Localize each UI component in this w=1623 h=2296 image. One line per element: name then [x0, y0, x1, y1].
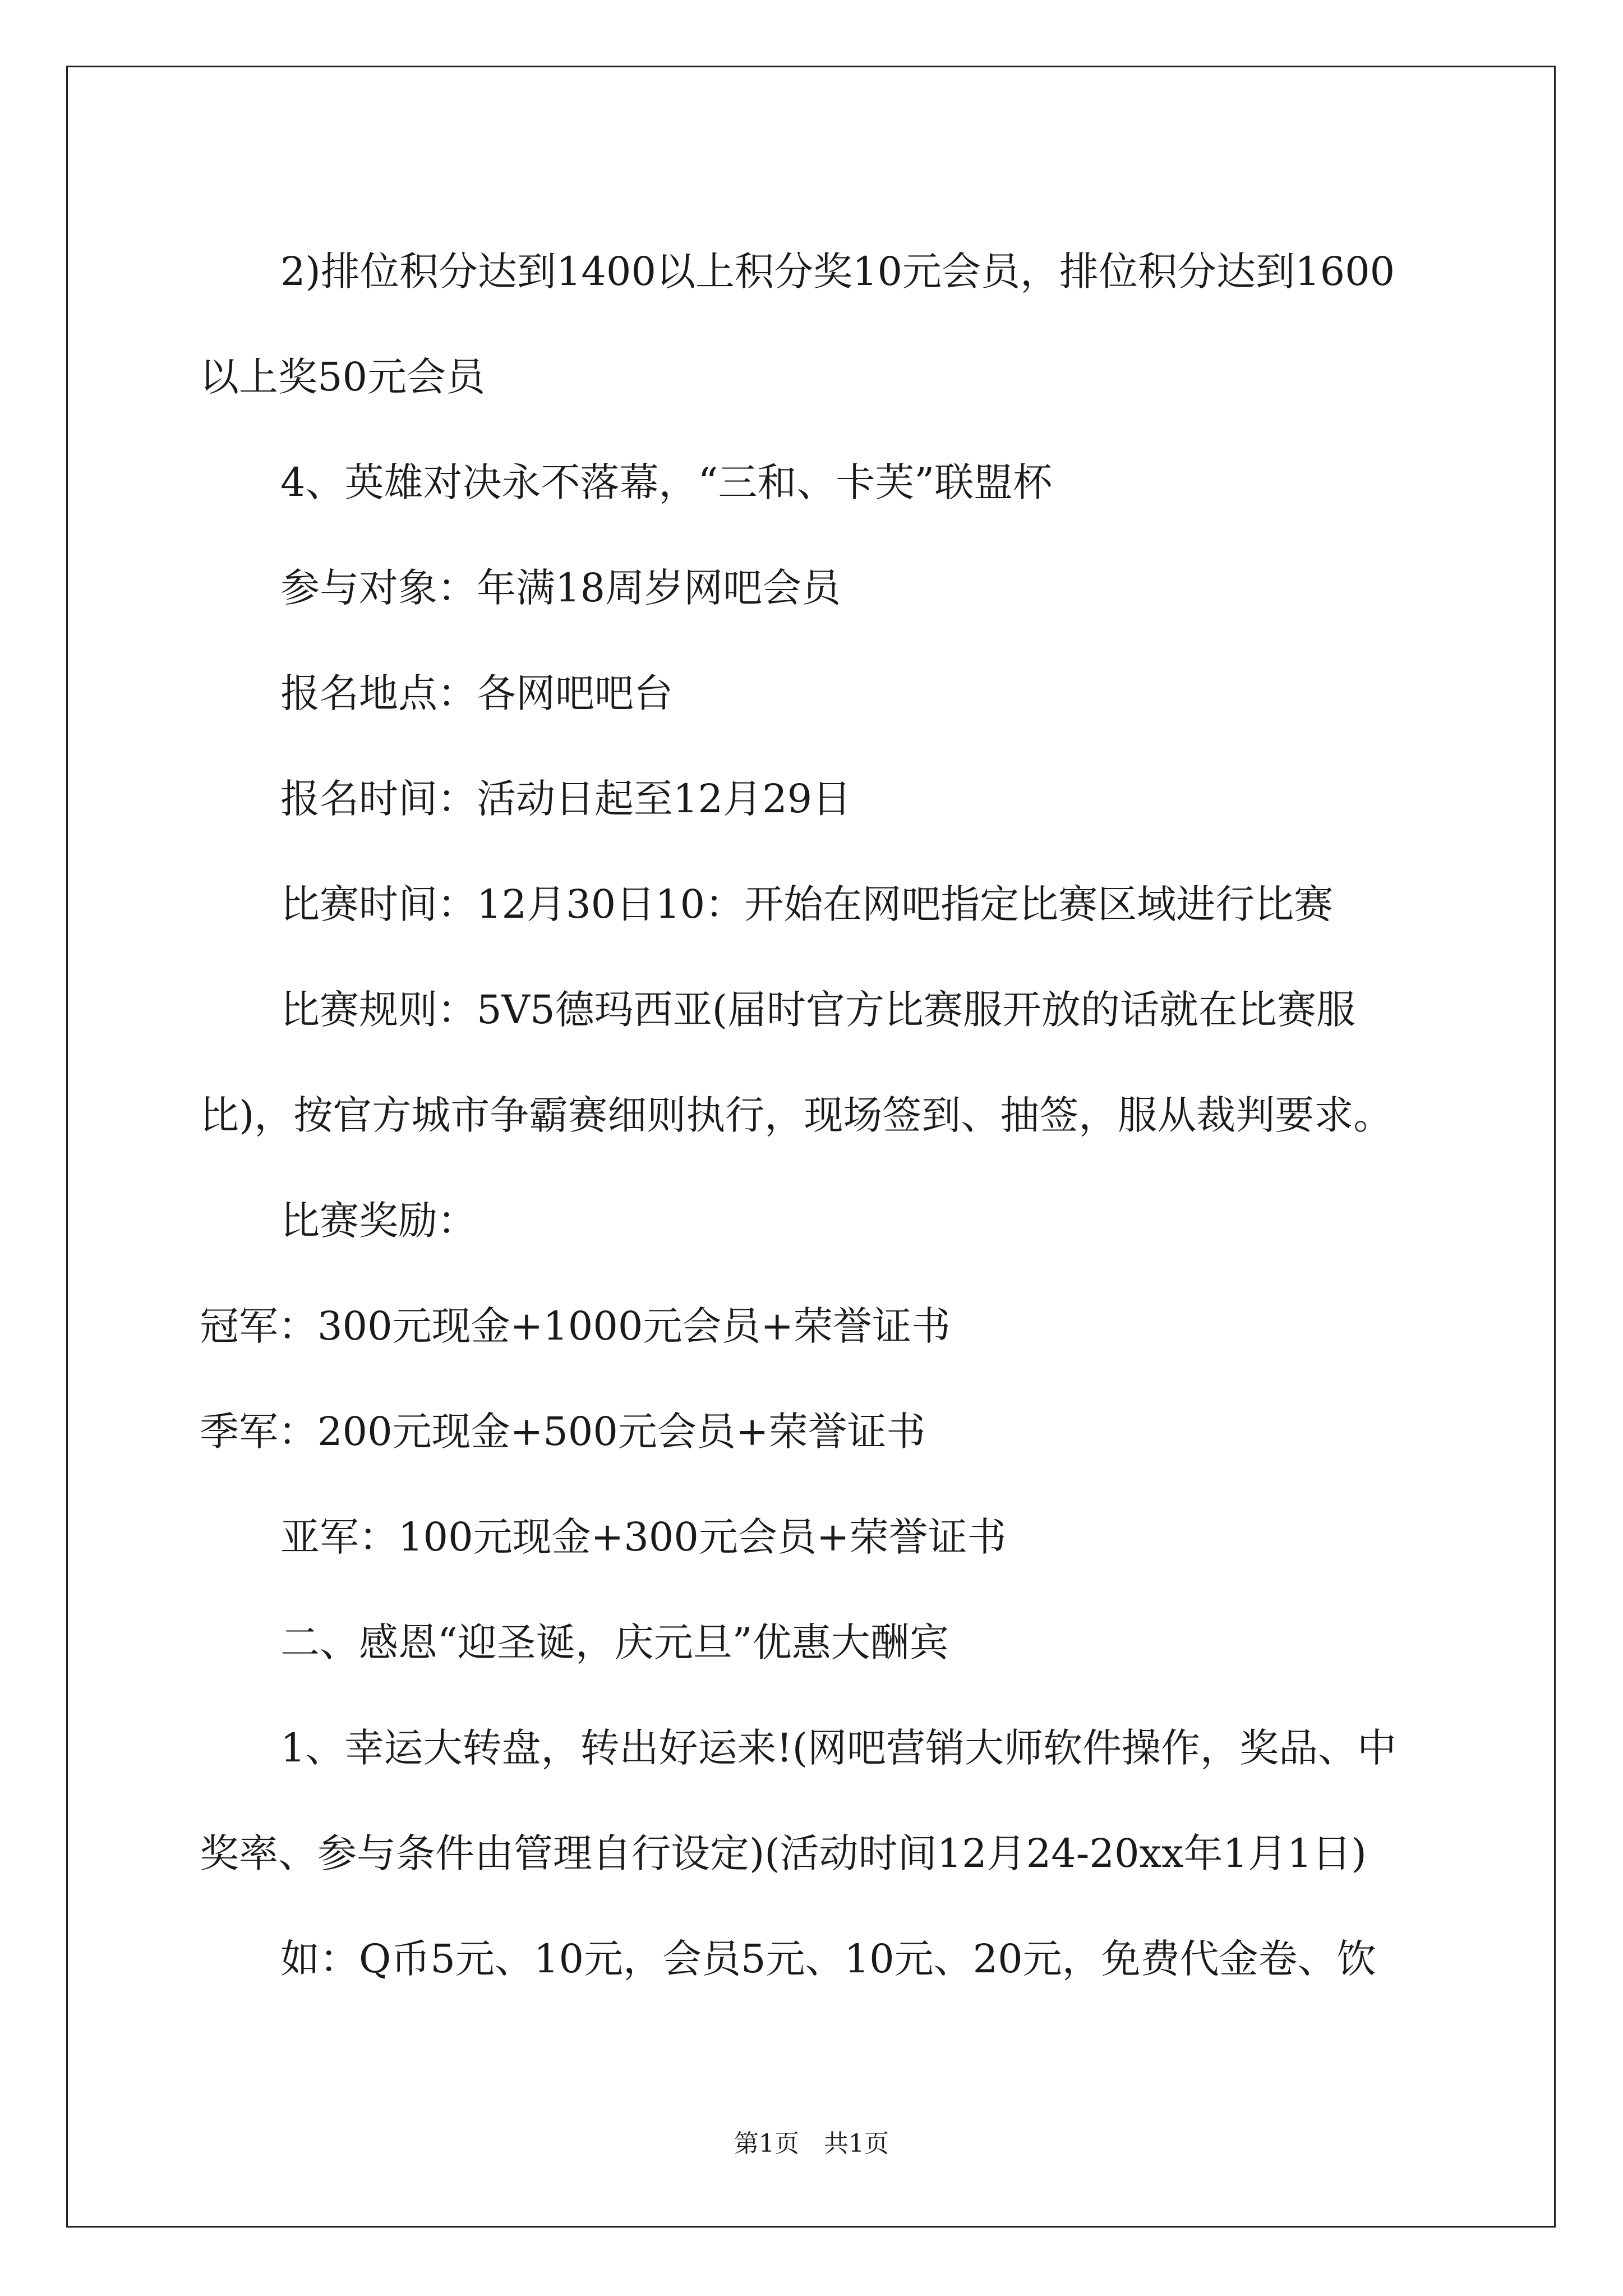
paragraph-prize-examples: 如：Q币5元、10元，会员5元、10元、20元，免费代金卷、饮 [280, 1936, 1376, 1982]
paragraph-match-rules: 比赛规则：5V5德玛西亚(届时官方比赛服开放的话就在比赛服比)，按官方城市争霸赛细则执行，现场签到、抽签，服从裁判要求。 [200, 987, 1393, 1138]
paragraph-lucky-wheel: 1、幸运大转盘，转出好运来!(网吧营销大师软件操作，奖品、中奖率、参与条件由管理自行设定)(活动时间12月24-20xx年1月1日) [200, 1725, 1396, 1876]
paragraph-registration-location: 报名地点：各网吧吧台 [280, 670, 673, 716]
paragraph-section-two-heading: 二、感恩“迎圣诞，庆元旦”优惠大酬宾 [280, 1619, 949, 1665]
paragraph-runner-up-prize: 亚军：100元现金+300元会员+荣誉证书 [280, 1514, 1007, 1560]
paragraph-match-rewards-heading: 比赛奖励： [280, 1198, 477, 1244]
paragraph-champion-prize: 冠军：300元现金+1000元会员+荣誉证书 [200, 1303, 951, 1349]
paragraph-match-time: 比赛时间：12月30日10：开始在网吧指定比赛区域进行比赛 [280, 881, 1334, 927]
paragraph-participants: 参与对象：年满18周岁网吧会员 [280, 565, 841, 611]
paragraph-league-cup-heading: 4、英雄对决永不落幕，“三和、卡芙”联盟杯 [280, 459, 1053, 505]
page-number: 第1页 共1页 [734, 2129, 889, 2158]
paragraph-ranking-rewards: 2)排位积分达到1400以上积分奖10元会员，排位积分达到1600以上奖50元会员 [200, 249, 1395, 400]
paragraph-third-place-prize: 季军：200元现金+500元会员+荣誉证书 [200, 1409, 926, 1455]
document-body [200, 219, 1422, 2012]
paragraph-registration-time: 报名时间：活动日起至12月29日 [280, 776, 852, 822]
